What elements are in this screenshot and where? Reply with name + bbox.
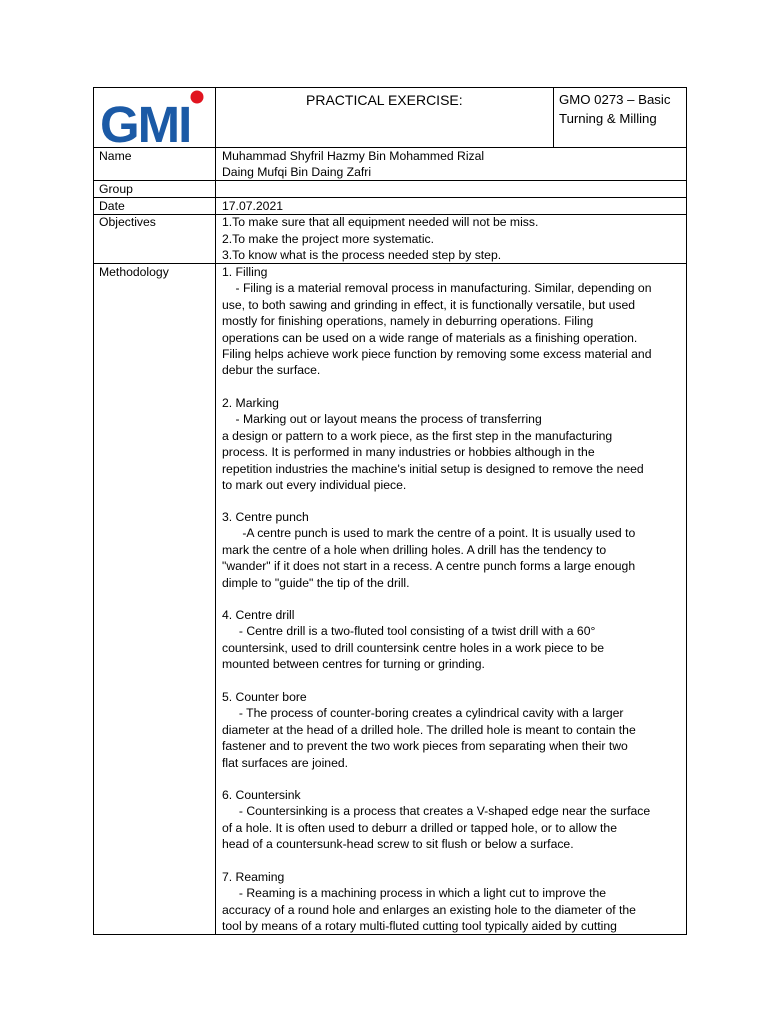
section-line: - Reaming is a machining process in which a light cut to improve the — [222, 886, 607, 901]
course-line-2: Turning & Milling — [559, 111, 657, 126]
methodology-section-reaming — [222, 869, 687, 935]
section-line: accuracy of a round hole and enlarges an existing hole to the diameter of the — [222, 902, 636, 917]
date-label: Date — [99, 199, 125, 213]
methodology-section-filling — [222, 264, 687, 379]
section-line: diameter at the head of a drilled hole. The drilled hole is meant to contain the — [222, 722, 636, 737]
section-heading: 3. Centre punch — [222, 510, 309, 524]
gmi-logo — [100, 90, 210, 146]
section-line: fastener and to prevent the two work pieces from separating when their two — [222, 739, 628, 754]
gmi-logo-text: GMI — [100, 96, 191, 146]
section-heading: 1. Filling — [222, 265, 268, 279]
section-line: countersink, used to drill countersink centre holes in a work piece to be — [222, 640, 605, 655]
column-divider-label — [215, 87, 216, 935]
section-line: -A centre punch is used to mark the centre of a point. It is usually used to — [222, 526, 636, 541]
table-border-top — [93, 87, 687, 88]
page-title: PRACTICAL EXERCISE: — [306, 92, 463, 108]
section-line: repetition industries the machine's initial setup is designed to remove the need — [222, 461, 644, 476]
gmi-logo-dot — [191, 91, 204, 104]
section-line: - Centre drill is a two-fluted tool consisting of a twist drill with a 60° — [222, 624, 596, 639]
objective-item: 3.To know what is the process needed step by step. — [222, 248, 502, 262]
section-line: - Marking out or layout means the process of transferring — [222, 412, 542, 427]
section-line: process. It is performed in many industries or hobbies although in the — [222, 445, 595, 460]
objective-item: 2.To make the project more systematic. — [222, 232, 435, 246]
section-line: Filing helps achieve work piece function by removing some excess material and — [222, 347, 652, 362]
row-divider-group — [93, 197, 687, 198]
methodology-section-centre-drill — [222, 607, 687, 673]
section-line: to mark out every individual piece. — [222, 478, 407, 493]
section-line: tool by means of a rotary multi-fluted cutting tool typically aided by cutting — [222, 919, 617, 934]
table-border-left — [93, 87, 94, 935]
column-divider-course — [553, 87, 554, 148]
methodology-section-marking — [222, 395, 687, 493]
row-divider-name — [93, 180, 687, 181]
section-line: - Filing is a material removal process in manufacturing. Similar, depending on — [222, 281, 652, 296]
objective-item: 1.To make sure that all equipment needed will not be miss. — [222, 215, 539, 229]
date-value: 17.07.2021 — [222, 199, 283, 213]
objectives-label: Objectives — [99, 215, 156, 229]
section-line: mostly for finishing operations, namely in deburring operations. Filing — [222, 314, 594, 329]
methodology-label: Methodology — [99, 265, 169, 279]
section-line: operations can be used on a wide range of materials as a finishing operation. — [222, 330, 638, 345]
section-heading: 4. Centre drill — [222, 608, 295, 622]
section-line: a design or pattern to a work piece, as the first step in the manufacturing — [222, 428, 613, 443]
course-line-1: GMO 0273 – Basic — [559, 92, 671, 107]
section-heading: 7. Reaming — [222, 870, 285, 884]
section-line: - The process of counter-boring creates a cylindrical cavity with a larger — [222, 706, 624, 721]
section-line: "wander" if it does not start in a recess. A centre punch forms a large enough — [222, 559, 636, 574]
section-line: of a hole. It is often used to deburr a drilled or tapped hole, or to allow the — [222, 820, 617, 835]
section-line: head of a countersunk-head screw to sit flush or below a surface. — [222, 837, 574, 852]
section-line: dimple to "guide" the tip of the drill. — [222, 575, 410, 590]
section-heading: 6. Countersink — [222, 788, 301, 802]
group-label: Group — [99, 182, 133, 196]
section-heading: 2. Marking — [222, 396, 279, 410]
name-label: Name — [99, 149, 132, 163]
section-line: debur the surface. — [222, 363, 321, 378]
course-code — [559, 90, 670, 128]
methodology-section-countersink — [222, 787, 687, 853]
methodology-section-centre-punch — [222, 509, 687, 591]
section-line: - Countersinking is a process that creates a V-shaped edge near the surface — [222, 804, 651, 819]
section-line: mounted between centres for turning or grinding. — [222, 657, 485, 672]
name-value-2: Daing Mufqi Bin Daing Zafri — [222, 165, 372, 179]
section-heading: 5. Counter bore — [222, 690, 307, 704]
name-value-1: Muhammad Shyfril Hazmy Bin Mohammed Rizal — [222, 149, 485, 163]
section-line: flat surfaces are joined. — [222, 755, 349, 770]
methodology-section-counter-bore — [222, 689, 687, 771]
section-line: use, to both sawing and grinding in effect, it is functionally versatile, but used — [222, 297, 636, 312]
section-line: mark the centre of a hole when drilling holes. A drill has the tendency to — [222, 542, 607, 557]
